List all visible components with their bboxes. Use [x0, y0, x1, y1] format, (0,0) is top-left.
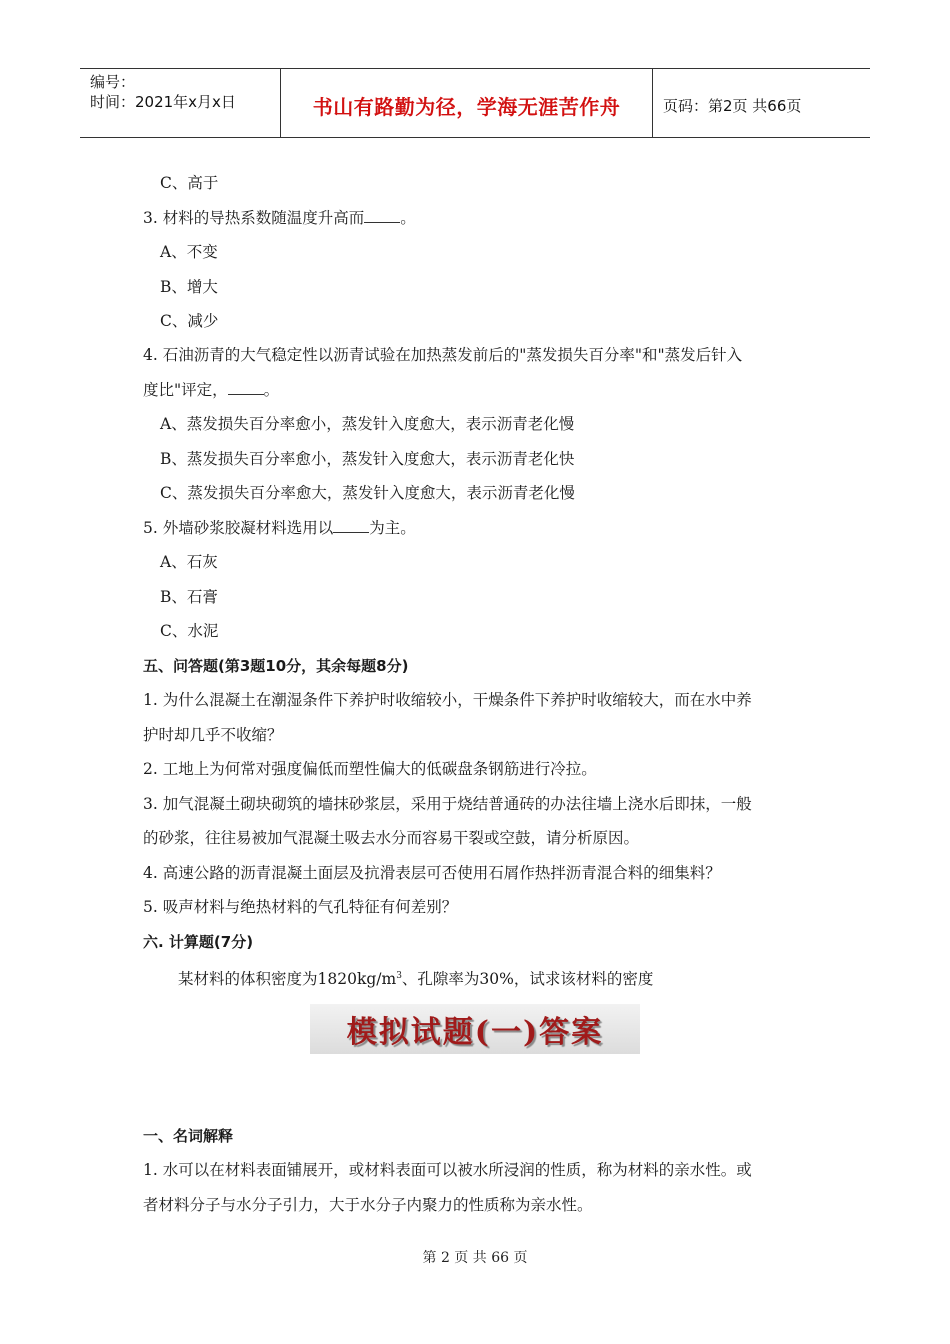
question-4-line2 — [143, 380, 279, 400]
option-line: A、石灰 — [160, 553, 218, 571]
number-label: 编号： — [90, 73, 136, 91]
answer-1-line1: 1. 水可以在材料表面铺展开，或材料表面可以被水所浸润的性质，称为材料的亲水性。或 — [143, 1161, 752, 1179]
answer-blank — [228, 380, 264, 395]
essay-question-1-line2: 护时却几乎不收缩？ — [143, 726, 283, 744]
unit-exponent: 3 — [396, 971, 402, 981]
header-motto: 书山有路勤为径，学海无涯苦作舟 — [312, 94, 621, 119]
option-line: A、不变 — [160, 243, 218, 261]
header-motto-cell — [281, 69, 653, 137]
option-line: A、蒸发损失百分率愈小，蒸发针入度愈大，表示沥青老化慢 — [160, 415, 575, 433]
calc-question — [178, 966, 653, 989]
header-page-info: 页码：第2页 共66页 — [663, 96, 802, 115]
question-text-end: 。 — [400, 209, 416, 227]
question-3 — [143, 208, 416, 228]
answer-banner — [310, 1004, 640, 1054]
section-6-title: 六. 计算题(7分) — [143, 933, 254, 951]
option-line: C、减少 — [160, 312, 219, 330]
essay-question-1-line1: 1. 为什么混凝土在潮湿条件下养护时收缩较小，干燥条件下养护时收缩较大，而在水中养 — [143, 691, 752, 709]
answer-1-line2: 者材料分子与水分子引力，大于水分子内聚力的性质称为亲水性。 — [143, 1196, 593, 1214]
option-line: B、石膏 — [160, 588, 218, 606]
question-text: 度比"评定， — [143, 381, 228, 399]
option-line: C、高于 — [160, 174, 219, 192]
option-line: C、蒸发损失百分率愈大，蒸发针入度愈大，表示沥青老化慢 — [160, 484, 575, 502]
banner-title: 模拟试题(一)答案 — [346, 1015, 604, 1050]
option-line: B、蒸发损失百分率愈小，蒸发针入度愈大，表示沥青老化快 — [160, 450, 575, 468]
option-line: B、增大 — [160, 278, 218, 296]
essay-question-3-line1: 3. 加气混凝土砌块砌筑的墙抹砂浆层，采用于烧结普通砖的办法往墙上浇水后即抹，一般 — [143, 795, 752, 813]
option-line: C、水泥 — [160, 622, 219, 640]
section-5-title: 五、问答题(第3题10分，其余每题8分) — [143, 657, 409, 675]
calc-text-end: 、孔隙率为30%，试求该材料的密度 — [401, 970, 654, 989]
question-5 — [143, 518, 416, 538]
answer-blank — [364, 208, 400, 223]
question-text-end: 为主。 — [369, 519, 416, 537]
essay-question-2: 2. 工地上为何常对强度偏低而塑性偏大的低碳盘条钢筋进行冷拉。 — [143, 760, 597, 778]
calc-text: 某材料的体积密度为1820kg/m — [178, 970, 397, 989]
essay-question-3-line2: 的砂浆，往往易被加气混凝土吸去水分而容易干裂或空鼓，请分析原因。 — [143, 829, 640, 847]
page-footer: 第 2 页 共 66 页 — [422, 1250, 528, 1266]
page-header — [80, 68, 870, 138]
header-meta — [80, 69, 281, 137]
essay-question-4: 4. 高速公路的沥青混凝土面层及抗滑表层可否使用石屑作热拌沥青混合料的细集料？ — [143, 864, 721, 882]
answer-blank — [333, 518, 369, 533]
question-4-line1: 4. 石油沥青的大气稳定性以沥青试验在加热蒸发前后的"蒸发损失百分率"和"蒸发后针入 — [143, 346, 743, 364]
question-text: 5. 外墙砂浆胶凝材料选用以 — [143, 519, 334, 537]
question-text: 3. 材料的导热系数随温度升高而 — [143, 209, 365, 227]
question-text-end: 。 — [263, 381, 280, 399]
answer-section-1-title: 一、名词解释 — [143, 1127, 234, 1145]
essay-question-5: 5. 吸声材料与绝热材料的气孔特征有何差别？ — [143, 898, 458, 916]
time-label: 时间：2021年x月x日 — [90, 93, 236, 111]
